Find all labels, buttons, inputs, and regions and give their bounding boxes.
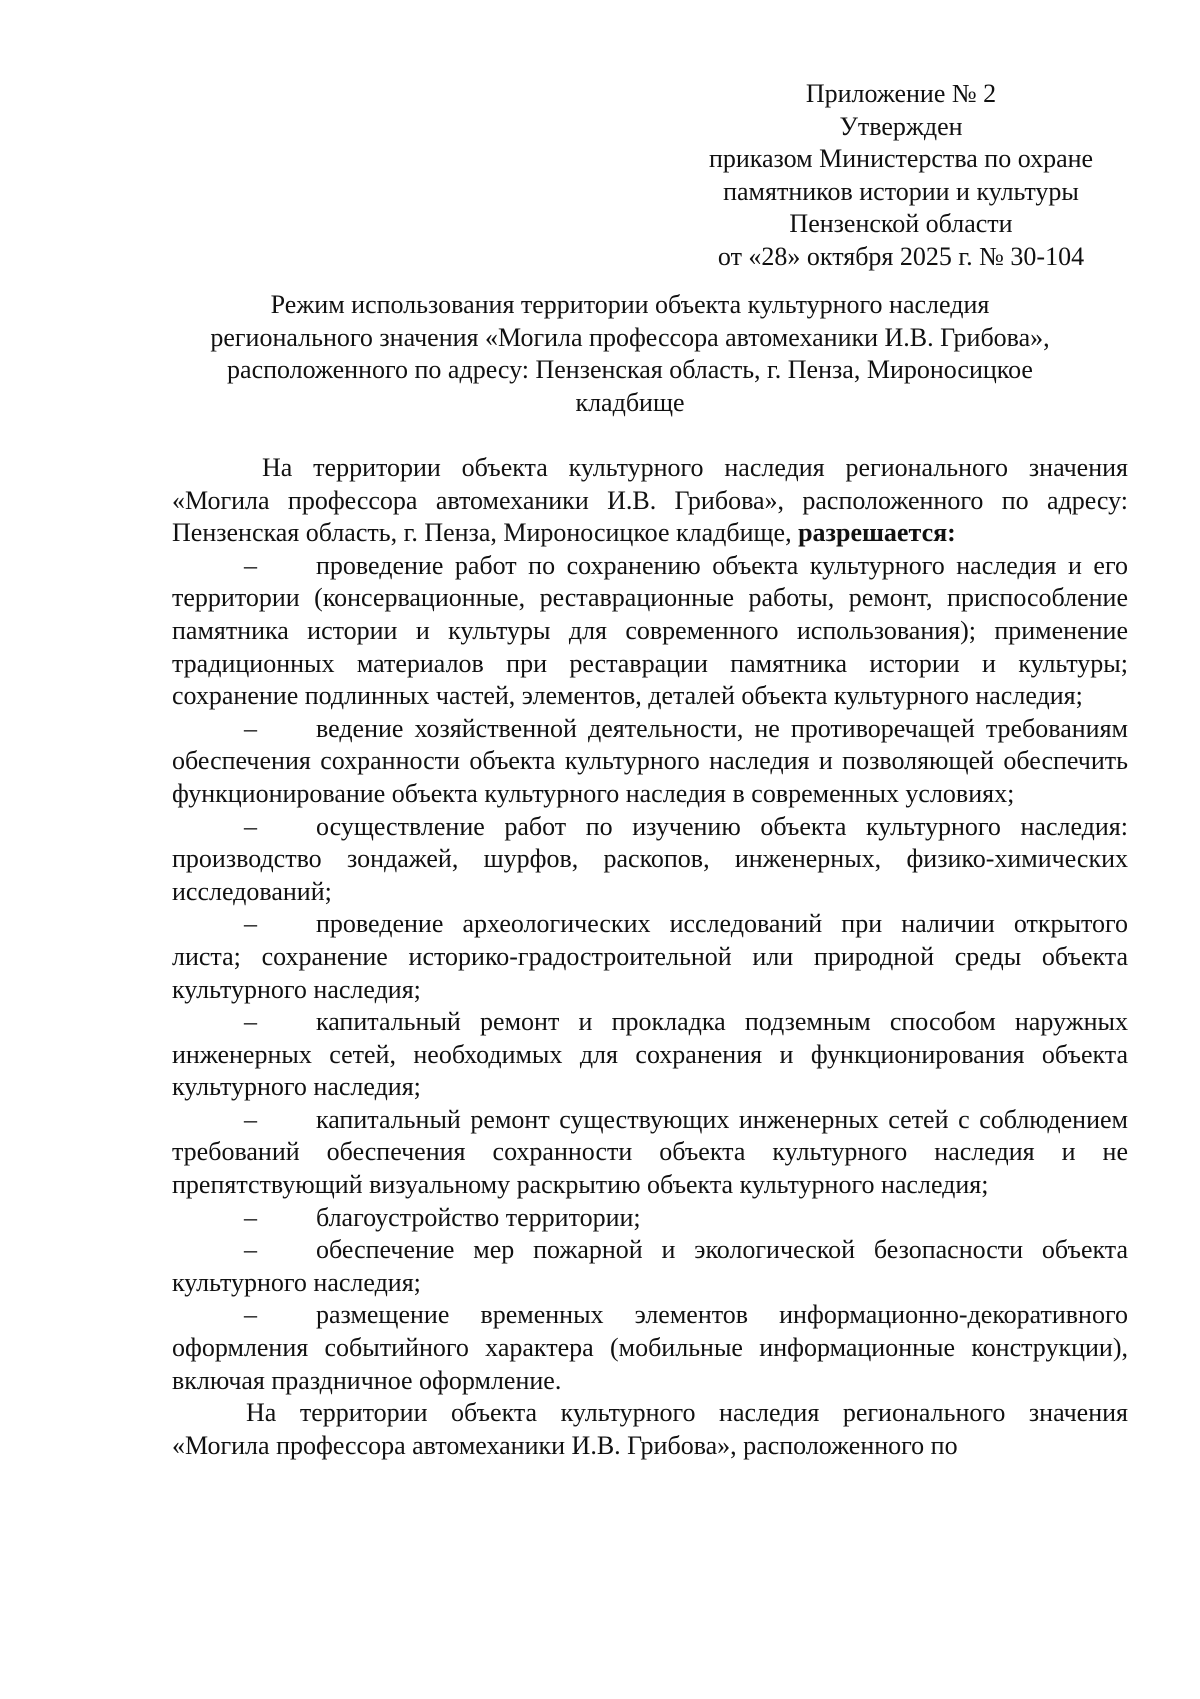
list-item-text: обеспечение мер пожарной и экологической безопасности объекта культурного наследия; [172, 1235, 1128, 1297]
title-line-4: кладбище [575, 387, 685, 417]
list-item-text: размещение временных элементов информационно-декоративного оформления событийного характера (мобильные информационные конструкции), включая праздничное оформление. [172, 1300, 1128, 1395]
approval-order-line: приказом Министерства по охране [708, 144, 1094, 174]
list-item [172, 1234, 1128, 1299]
title-line-3: расположенного по адресу: Пензенская область, г. Пенза, Мироносицкое [227, 355, 1033, 385]
intro-permitted-label: разрешается: [798, 518, 956, 548]
list-dash: – [244, 1104, 257, 1134]
title-line-1: Режим использования территории объекта культурного наследия [270, 290, 990, 319]
list-item-text: осуществление работ по изучению объекта культурного наследия: производство зондажей, шурфов, раскопов, инженерных, физико-химических исследований; [172, 811, 1128, 906]
list-dash: – [244, 1235, 257, 1265]
approval-ministry-line: памятников истории и культуры [723, 176, 1079, 206]
document-title [150, 289, 1110, 419]
list-dash: – [244, 909, 257, 939]
list-dash: – [244, 1202, 257, 1232]
intro-text: На территории объекта культурного наследия регионального значения «Могила профессора автомеханики И.В. Грибова», расположенного по адресу: Пензенская область, г. Пенза, Мироносицкое кладбище, [172, 453, 1128, 548]
approval-approved: Утвержден [839, 111, 963, 141]
list-dash: – [244, 1007, 257, 1037]
list-item-text: ведение хозяйственной деятельности, не противоречащей требованиям обеспечения сохранности объекта культурного наследия и позволяющей обеспечить функционирование объекта культурного наследия в современных условиях; [172, 713, 1128, 808]
list-item-text: благоустройство территории; [316, 1202, 641, 1232]
list-dash: – [244, 811, 257, 841]
approval-date-number: от «28» октября 2025 г. № 30-104 [717, 241, 1085, 271]
intro-paragraph [172, 452, 1128, 550]
approval-appendix-number: Приложение № 2 [805, 79, 997, 108]
list-item-text: проведение работ по сохранению объекта культурного наследия и его территории (консервационные, реставрационные работы, ремонт, приспособление памятника истории и культуры для современного использования); применение традиционных материалов при реставрации памятника истории и культуры; сохранение подлинных частей, элементов, деталей объекта культурного наследия; [172, 550, 1128, 711]
list-item-text: капитальный ремонт существующих инженерных сетей с соблюдением требований обеспечения сохранности объекта культурного наследия и не препятствующий визуальному раскрытию объекта культурного наследия; [172, 1104, 1128, 1200]
list-item [172, 1299, 1128, 1397]
list-dash: – [244, 1300, 257, 1330]
list-item-text: проведение археологических исследований при наличии открытого листа; сохранение историко-градостроительной или природной среды объекта культурного наследия; [172, 909, 1128, 1004]
list-item [172, 1104, 1128, 1202]
list-item-text: капитальный ремонт и прокладка подземным способом наружных инженерных сетей, необходимых для сохранения и функционирования объекта культурного наследия; [172, 1007, 1128, 1102]
title-line-2: регионального значения «Могила профессора автомеханики И.В. Грибова», [210, 322, 1050, 352]
list-item [172, 1202, 1128, 1235]
list-item [172, 713, 1128, 811]
list-item [172, 550, 1128, 713]
list-dash: – [244, 713, 257, 743]
list-item [172, 1006, 1128, 1104]
approval-block [668, 78, 1134, 274]
list-item [172, 811, 1128, 909]
document-body [172, 452, 1128, 1462]
closing-paragraph: На территории объекта культурного наследия регионального значения «Могила профессора автомеханики И.В. Грибова», расположенного по [172, 1398, 1128, 1460]
list-dash: – [244, 550, 257, 580]
list-item [172, 908, 1128, 1006]
approval-region-line: Пензенской области [789, 209, 1013, 239]
